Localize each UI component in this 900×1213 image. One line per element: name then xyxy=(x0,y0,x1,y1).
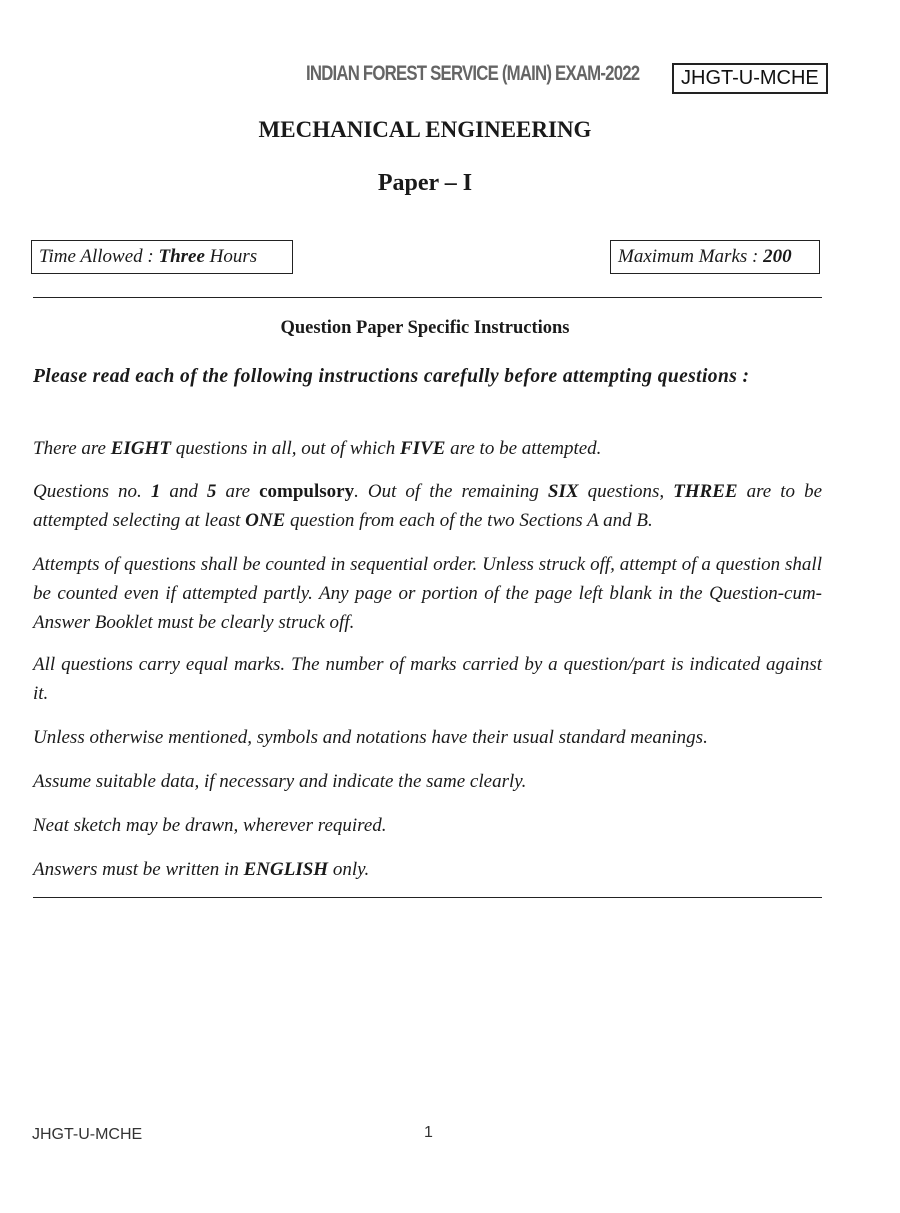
instructions-lead: Please read each of the following instructions carefully before attempting questions : xyxy=(33,366,750,387)
time-allowed-box xyxy=(31,240,293,274)
exam-title-stamp: INDIAN FOREST SERVICE (MAIN) EXAM-2022 xyxy=(306,62,640,85)
i1-c: questions in all, out of which xyxy=(170,438,400,459)
instruction-assume-data: Assume suitable data, if necessary and indicate the same clearly. xyxy=(33,771,527,792)
i2-f: questions, xyxy=(578,481,674,502)
time-allowed-suffix: Hours xyxy=(204,246,258,267)
i2-three: THREE xyxy=(673,481,738,502)
i2-one: 1 xyxy=(150,481,161,502)
maximum-marks-box xyxy=(610,240,820,274)
i2-a: Questions no. xyxy=(33,481,151,502)
instruction-sequential: Attempts of questions shall be counted in sequential order. Unless struck off, attempt of a question shall be counted even if attempted partly. Any page or portion of the page left blank in the Question-cum-Answer Booklet must be clearly struck off. xyxy=(33,554,822,633)
instruction-sketch: Neat sketch may be drawn, wherever required. xyxy=(33,815,387,836)
page-number: 1 xyxy=(424,1124,433,1141)
top-divider xyxy=(33,297,822,298)
i8-c: only. xyxy=(328,859,370,880)
i2-h: question from each of the two Sections A and B. xyxy=(285,510,653,531)
i2-g: are to be attempted selecting at least xyxy=(33,481,823,531)
time-allowed-label: Time Allowed : xyxy=(39,246,159,267)
i2-five: 5 xyxy=(206,481,217,502)
instruction-compulsory xyxy=(33,477,822,535)
i8-a: Answers must be written in xyxy=(33,859,244,880)
i8-english: ENGLISH xyxy=(243,859,329,880)
i2-compulsory: compulsory xyxy=(259,481,355,502)
bottom-divider xyxy=(33,897,822,898)
paper-code-box: JHGT-U-MCHE xyxy=(672,63,828,94)
footer-paper-code: JHGT-U-MCHE xyxy=(32,1126,143,1143)
instruction-language xyxy=(33,855,822,884)
i1-five: FIVE xyxy=(400,438,446,459)
i1-eight: EIGHT xyxy=(110,438,171,459)
i2-one-q: ONE xyxy=(245,510,286,531)
i2-c: and xyxy=(160,481,207,502)
maximum-marks-label: Maximum Marks : xyxy=(618,246,764,267)
maximum-marks-value: 200 xyxy=(763,246,792,267)
paper-number: Paper – I xyxy=(377,170,473,196)
i2-d: are xyxy=(216,481,260,502)
i2-e: . Out of the remaining xyxy=(354,481,548,502)
time-allowed-value: Three xyxy=(158,246,205,267)
instruction-question-count xyxy=(33,434,822,463)
i2-six: SIX xyxy=(547,481,579,502)
i1-a: There are xyxy=(33,438,111,459)
subject-title: MECHANICAL ENGINEERING xyxy=(258,117,592,142)
instructions-heading: Question Paper Specific Instructions xyxy=(280,318,570,338)
i1-d: are to be attempted. xyxy=(445,438,602,459)
instruction-symbols: Unless otherwise mentioned, symbols and notations have their usual standard meanings. xyxy=(33,727,708,748)
instruction-equal-marks: All questions carry equal marks. The number of marks carried by a question/part is indicated against it. xyxy=(33,654,822,704)
